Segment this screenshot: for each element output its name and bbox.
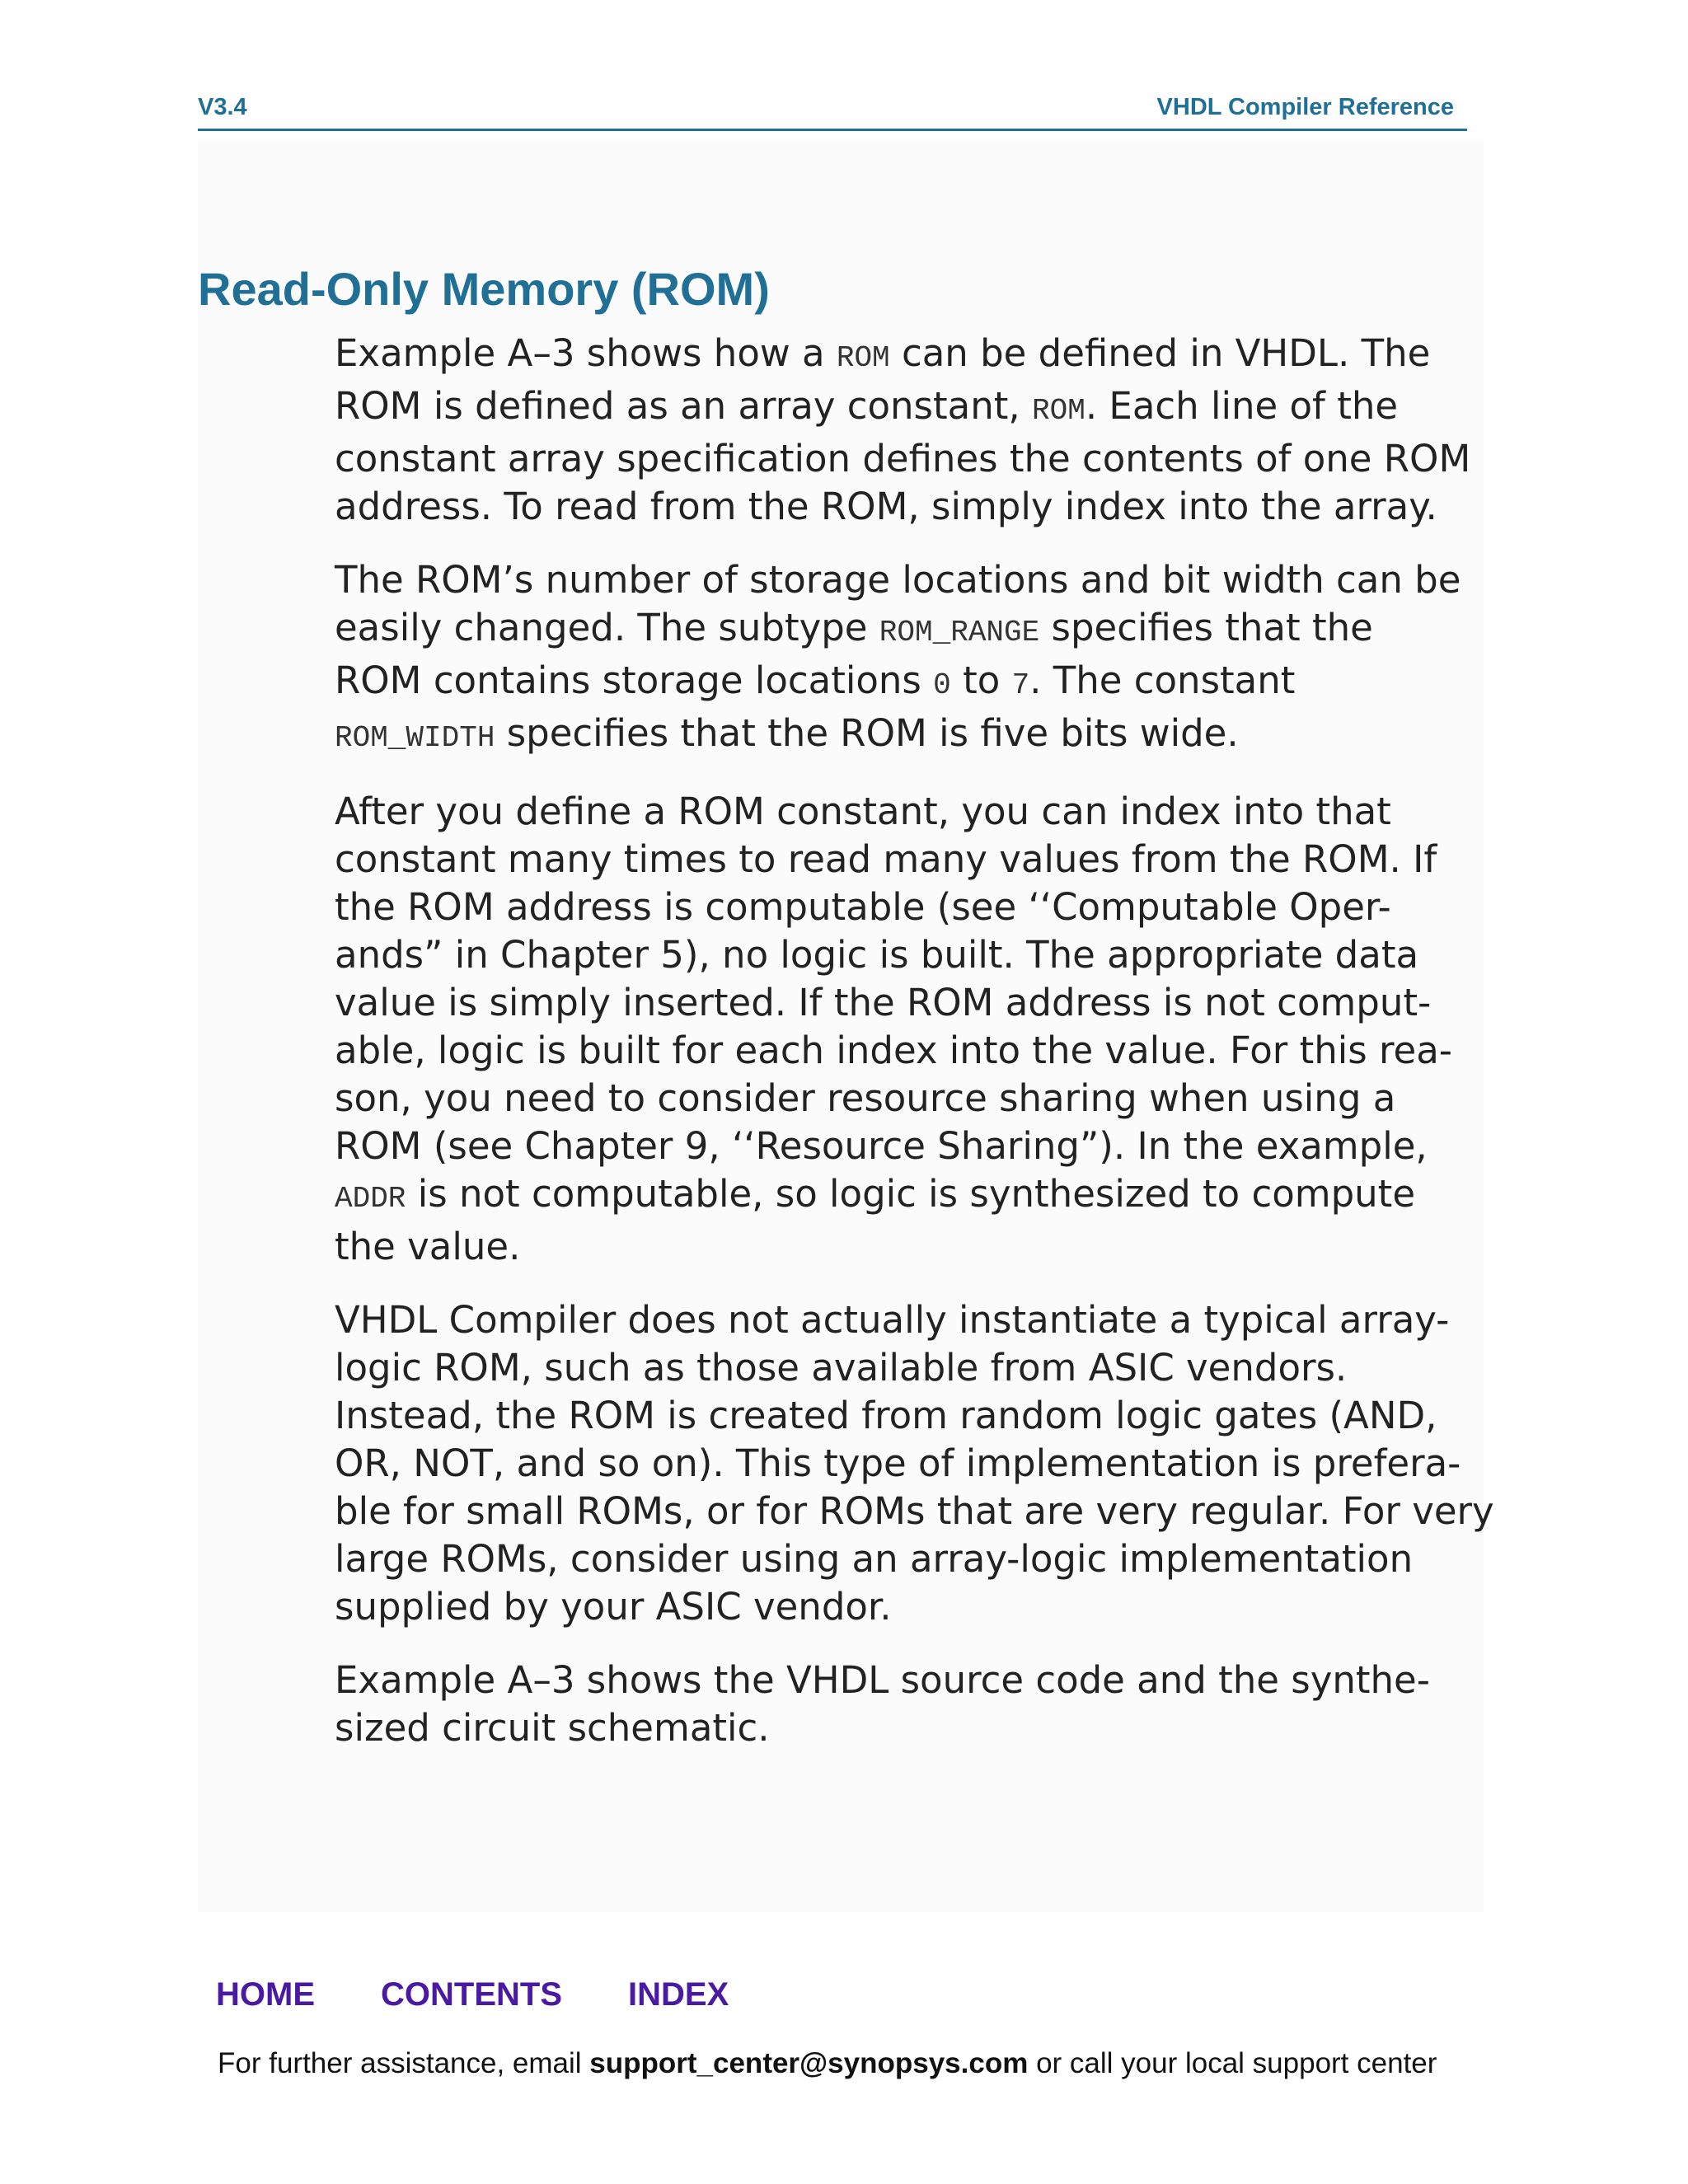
text-line: value is simply inserted. If the ROM address is not comput- <box>335 981 1432 1024</box>
code-term: 0 <box>933 668 951 702</box>
index-link[interactable]: INDEX <box>628 1976 729 2013</box>
paragraph-4 <box>335 1296 1494 1631</box>
text-line: sized circuit schematic. <box>335 1706 770 1750</box>
support-footer <box>218 2047 1437 2080</box>
code-term: ROM <box>1032 394 1085 428</box>
text-line: ands” in Chapter 5), no logic is built. The appropriate data <box>335 933 1419 977</box>
paragraph-5 <box>335 1657 1489 1752</box>
book-title: VHDL Compiler Reference <box>1156 94 1454 120</box>
text-line: logic ROM, such as those available from ASIC vendors. <box>335 1346 1348 1390</box>
text-line: VHDL Compiler does not actually instantiate a typical array- <box>335 1298 1450 1342</box>
text-span: can be defined in VHDL. The <box>889 331 1431 375</box>
text-span: ROM is defined as an array constant, <box>335 384 1032 428</box>
text-line <box>335 604 1489 657</box>
text-span: Example A–3 shows how a <box>335 331 837 375</box>
footer-nav <box>216 1976 795 2013</box>
footer-prefix: For further assistance, email <box>218 2047 590 2079</box>
text-line: able, logic is built for each index into the value. For this rea- <box>335 1029 1453 1072</box>
code-term: ADDR <box>335 1182 406 1216</box>
paragraph-3 <box>335 788 1489 1271</box>
text-line: Instead, the ROM is created from random logic gates (AND, <box>335 1394 1437 1437</box>
body-text <box>335 330 1494 1778</box>
text-line: OR, NOT, and so on). This type of implementation is prefera- <box>335 1441 1461 1485</box>
text-line: address. To read from the ROM, simply index into the array. <box>335 485 1437 528</box>
text-line <box>335 710 1489 762</box>
section-title: Read-Only Memory (ROM) <box>198 263 770 315</box>
code-term: 7 <box>1011 668 1030 702</box>
paragraph-2 <box>335 556 1489 762</box>
text-line: ROM (see Chapter 9, ‘‘Resource Sharing”). In the example, <box>335 1124 1428 1168</box>
contents-link[interactable]: CONTENTS <box>381 1976 562 2013</box>
text-span: . Each line of the <box>1085 384 1399 428</box>
text-line: son, you need to consider resource sharing when using a <box>335 1076 1396 1120</box>
text-line: the value. <box>335 1225 521 1268</box>
text-line <box>335 382 1489 435</box>
text-span: specifies that the ROM is five bits wide. <box>495 711 1239 755</box>
text-line: Example A–3 shows the VHDL source code and the synthe- <box>335 1658 1430 1702</box>
support-email: support_center@synopsys.com <box>589 2047 1029 2079</box>
text-line: The ROM’s number of storage locations and bit width can be <box>335 558 1461 602</box>
text-line: After you define a ROM constant, you can index into that <box>335 790 1391 833</box>
text-line: constant array specification defines the contents of one ROM <box>335 437 1471 480</box>
text-line <box>335 1170 1489 1223</box>
text-line: ble for small ROMs, or for ROMs that are very regular. For very <box>335 1489 1494 1533</box>
code-term: ROM <box>836 341 890 375</box>
text-line: supplied by your ASIC vendor. <box>335 1585 892 1629</box>
paragraph-1 <box>335 330 1489 531</box>
text-span: . The constant <box>1029 658 1296 702</box>
text-span: is not computable, so logic is synthesized to compute <box>406 1172 1416 1216</box>
text-span: easily changed. The subtype <box>335 606 879 649</box>
text-line <box>335 657 1489 710</box>
footer-suffix: or call your local support center <box>1028 2047 1437 2079</box>
text-line <box>335 330 1489 382</box>
page-header <box>198 92 1467 131</box>
version-label: V3.4 <box>198 94 247 120</box>
text-span: specifies that the <box>1039 606 1373 649</box>
code-term: ROM_WIDTH <box>335 721 495 755</box>
code-term: ROM_RANGE <box>879 616 1040 649</box>
text-span: ROM contains storage locations <box>335 658 934 702</box>
text-line: large ROMs, consider using an array-logic implementation <box>335 1537 1414 1581</box>
home-link[interactable]: HOME <box>216 1976 315 2013</box>
text-line: constant many times to read many values from the ROM. If <box>335 837 1437 881</box>
text-span: to <box>950 658 1012 702</box>
text-line: the ROM address is computable (see ‘‘Computable Oper- <box>335 885 1391 929</box>
